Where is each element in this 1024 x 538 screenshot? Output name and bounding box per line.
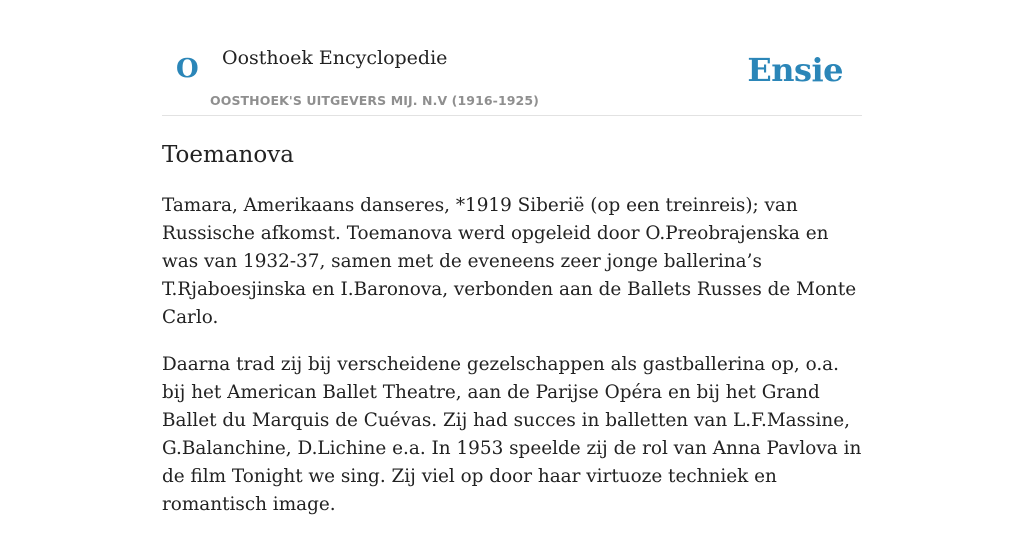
- article-body: [162, 192, 862, 538]
- encyclopedia-title: Oosthoek Encyclopedie: [222, 47, 448, 69]
- article-paragraph: Tamara, Amerikaans danseres, *1919 Siberië (op een treinreis); van Russische afkomst. Toemanova werd opgeleid door O.Preobrajenska en was van 1932-37, samen met de eveneens zeer jonge ballerina’s T.Rjaboesjinska en I.Baronova, verbonden aan de Ballets Russes de Monte Carlo.: [162, 195, 857, 328]
- article-title: Toemanova: [162, 142, 294, 168]
- site-header: [162, 0, 862, 116]
- ensie-brand-link[interactable]: Ensie: [747, 51, 843, 89]
- publisher-subtitle: OOSTHOEK'S UITGEVERS MIJ. N.V (1916-1925): [210, 93, 539, 108]
- page-container: [162, 0, 862, 515]
- encyclopedia-logo-link[interactable]: O: [176, 54, 199, 84]
- article-paragraph: Daarna trad zij bij verscheidene gezelschappen als gastballerina op, o.a. bij het American Ballet Theatre, aan de Parijse Opéra en bij het Grand Ballet du Marquis de Cuévas. Zij had succes in balletten van L.F.Massine, G.Balanchine, D.Lichine e.a. In 1953 speelde zij de rol van Anna Pavlova in de film Tonight we sing. Zij viel op door haar virtuoze techniek en romantisch image.: [162, 354, 862, 515]
